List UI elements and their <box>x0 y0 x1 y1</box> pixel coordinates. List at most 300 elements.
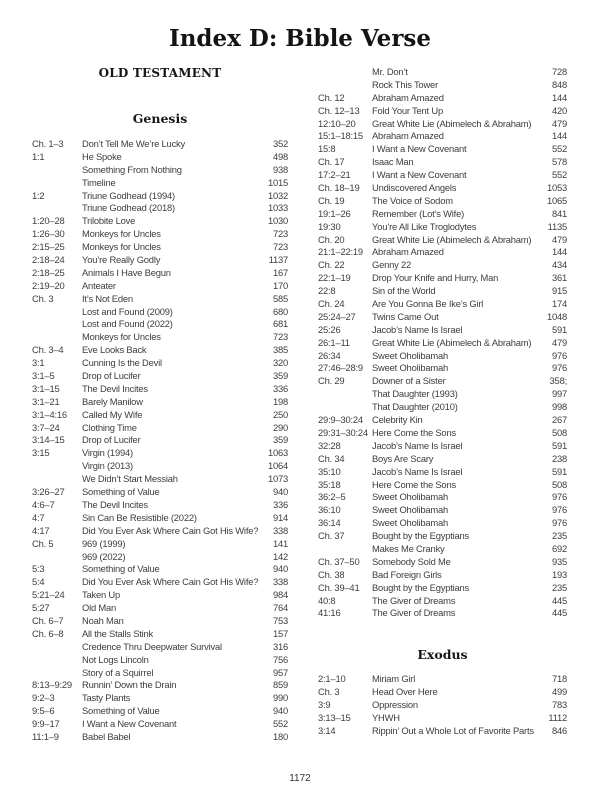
entry-song-title: Clothing Time <box>82 421 137 433</box>
entry-verse-ref: 1:2 <box>32 189 45 201</box>
entry-page-number: 984 <box>272 589 288 601</box>
entry-song-title: Rippin’ Out a Whole Lot of Favorite Parts <box>372 724 534 736</box>
entry-verse-ref: 4:17 <box>32 524 50 536</box>
entry-song-title: He Spoke <box>82 150 122 162</box>
entry-song-title: Bought by the Egyptians <box>372 581 470 593</box>
entry-verse-ref: 3:14 <box>318 724 336 736</box>
entry-page-number: 1048 <box>546 310 567 322</box>
entry-page-number: 144 <box>551 130 567 142</box>
entry-verse-ref: 2:1–10 <box>318 673 346 685</box>
entry-page-number: 338 <box>272 524 288 536</box>
entry-page-number: 1065 <box>546 194 567 206</box>
entry-page-number: 385 <box>272 344 288 356</box>
entry-song-title: I Want a New Covenant <box>372 169 467 181</box>
index-entry-row <box>32 525 288 538</box>
index-entry-row <box>32 615 288 628</box>
entry-verse-ref: 9:5–6 <box>32 705 55 717</box>
entry-verse-ref: 15:1–18:15 <box>318 130 363 142</box>
entry-song-title: Abraham Amazed <box>372 246 444 258</box>
entry-verse-ref: 19:30 <box>318 220 341 232</box>
entry-song-title: 969 (1999) <box>82 537 126 549</box>
entry-verse-ref <box>32 164 82 177</box>
entry-page-number: 940 <box>272 705 288 717</box>
entry-song-title: Anteater <box>82 279 116 291</box>
entry-song-title: Twins Came Out <box>372 310 439 322</box>
entry-song-title: Taken Up <box>82 589 121 601</box>
entry-page-number: 1073 <box>267 473 288 485</box>
entry-song-title: I Want a New Covenant <box>372 143 467 155</box>
book-heading-exodus: Exodus <box>417 647 468 663</box>
index-entry-row <box>318 234 567 247</box>
index-entry-row <box>318 337 567 350</box>
entry-song-title: Great White Lie (Abimelech & Abraham) <box>372 117 532 129</box>
entry-verse-ref: 4:6–7 <box>32 498 55 510</box>
index-entry-row <box>318 208 567 221</box>
index-entry-row <box>318 504 567 517</box>
index-entry-row <box>32 177 288 190</box>
entry-song-title: Virgin (1994) <box>82 447 133 459</box>
index-entry-row <box>32 409 288 422</box>
entry-song-title: Something of Value <box>82 563 160 575</box>
entry-page-number: 359 <box>272 434 288 446</box>
entry-verse-ref: 3:1–21 <box>32 395 60 407</box>
entry-song-title: Great White Lie (Abimelech & Abraham) <box>372 336 532 348</box>
index-entry-row <box>318 92 567 105</box>
entry-verse-ref: 4:7 <box>32 511 45 523</box>
entry-song-title: Old Man <box>82 602 117 614</box>
index-entry-row <box>32 460 288 473</box>
index-entry-row <box>32 422 288 435</box>
entry-verse-ref: Ch. 22 <box>318 259 345 271</box>
entry-verse-ref: Ch. 5 <box>32 537 54 549</box>
index-entry-row <box>32 447 288 460</box>
index-entry-row <box>32 512 288 525</box>
entry-page-number: 756 <box>272 653 288 665</box>
entry-verse-ref <box>32 654 82 667</box>
index-entry-row <box>318 79 567 92</box>
entry-page-number: 552 <box>551 169 567 181</box>
entry-page-number: 316 <box>272 640 288 652</box>
entry-page-number: 914 <box>272 511 288 523</box>
index-entry-row <box>32 254 288 267</box>
entry-page-number: 174 <box>551 298 567 310</box>
entry-verse-ref: 3:7–24 <box>32 421 60 433</box>
entry-page-number: 499 <box>551 686 567 698</box>
entry-page-number: 718 <box>551 673 567 685</box>
index-entry-row <box>318 401 567 414</box>
entry-page-number: 1137 <box>268 254 288 266</box>
entry-song-title: Triune Godhead (2018) <box>82 202 175 214</box>
entry-verse-ref: 27:46–28:9 <box>318 362 363 374</box>
entry-page-number: 352 <box>272 138 288 149</box>
entry-page-number: 578 <box>551 156 567 168</box>
entry-verse-ref: 36:2–5 <box>318 491 346 503</box>
entry-song-title: Triune Godhead (1994) <box>82 189 175 201</box>
entry-verse-ref: Ch. 3–4 <box>32 344 64 356</box>
entry-page-number: 976 <box>551 504 567 516</box>
entry-song-title: Did You Ever Ask Where Cain Got His Wife? <box>82 576 259 588</box>
entry-page-number: 957 <box>272 666 288 678</box>
entry-verse-ref <box>32 318 82 331</box>
entry-song-title: Sweet Oholibamah <box>372 349 449 361</box>
entry-page-number: 144 <box>551 91 567 103</box>
entry-verse-ref: 2:19–20 <box>32 279 65 291</box>
index-entry-row <box>318 375 567 388</box>
index-entry-row <box>32 228 288 241</box>
index-entry-row <box>318 427 567 440</box>
entry-song-title: Monkeys for Uncles <box>82 241 161 253</box>
index-entry-row <box>32 280 288 293</box>
genesis-entries-right <box>318 66 567 620</box>
index-entry-row <box>318 556 567 569</box>
entry-song-title: The Giver of Dreams <box>372 607 456 619</box>
entry-verse-ref: Ch. 37 <box>318 530 345 542</box>
entry-page-number: 336 <box>272 498 288 510</box>
entry-song-title: Sin Can Be Resistible (2022) <box>82 511 197 523</box>
entry-page-number: 361 <box>551 272 567 284</box>
entry-page-number: 250 <box>272 408 288 420</box>
entry-song-title: Jacob’s Name Is Israel <box>372 323 463 335</box>
entry-song-title: Downer of a Sister <box>372 375 446 387</box>
entry-verse-ref <box>32 667 82 680</box>
entry-page-number: 591 <box>551 465 567 477</box>
entry-song-title: Credence Thru Deepwater Survival <box>82 640 222 652</box>
entry-song-title: Bad Foreign Girls <box>372 568 442 580</box>
exodus-entries <box>318 673 567 737</box>
entry-song-title: Undiscovered Angels <box>372 182 457 194</box>
index-entry-row <box>32 641 288 654</box>
entry-song-title: Remember (Lot’s Wife) <box>372 207 465 219</box>
index-entry-row <box>32 473 288 486</box>
entry-song-title: Eve Looks Back <box>82 344 147 356</box>
entry-verse-ref <box>318 79 372 92</box>
entry-verse-ref: 36:14 <box>318 517 341 529</box>
index-entry-row <box>32 241 288 254</box>
index-entry-row <box>32 344 288 357</box>
entry-verse-ref: Ch. 12 <box>318 91 345 103</box>
entry-song-title: You’re Really Godly <box>82 254 161 266</box>
index-entry-row <box>32 731 288 744</box>
entry-song-title: We Didn’t Start Messiah <box>82 473 178 485</box>
entry-verse-ref <box>32 460 82 473</box>
entry-verse-ref: Ch. 6–8 <box>32 627 64 639</box>
entry-verse-ref: 5:21–24 <box>32 589 65 601</box>
entry-page-number: 434 <box>551 259 567 271</box>
entry-verse-ref: 1:20–28 <box>32 215 65 227</box>
entry-page-number: 692 <box>551 542 567 554</box>
entry-song-title: Virgin (2013) <box>82 460 133 472</box>
entry-verse-ref <box>32 331 82 344</box>
entry-page-number: 445 <box>551 594 567 606</box>
index-entry-row <box>318 491 567 504</box>
entry-song-title: All the Stalls Stink <box>82 627 154 639</box>
index-entry-row <box>318 673 567 686</box>
index-entry-row <box>318 414 567 427</box>
index-entry-row <box>318 388 567 401</box>
entry-page-number: 783 <box>551 699 567 711</box>
index-entry-row <box>32 718 288 731</box>
index-entry-row <box>32 190 288 203</box>
entry-page-number: 235 <box>551 581 567 593</box>
entry-song-title: Timeline <box>82 176 116 188</box>
index-entry-row <box>32 602 288 615</box>
entry-page-number: 320 <box>272 357 288 369</box>
entry-song-title: Cunning Is the Devil <box>82 357 162 369</box>
entry-song-title: Drop of Lucifer <box>82 370 141 382</box>
section-heading-old-testament: OLD TESTAMENT <box>98 66 222 80</box>
index-entry-row <box>32 318 288 331</box>
index-entry-row <box>318 221 567 234</box>
entry-verse-ref: 19:1–26 <box>318 207 351 219</box>
index-entry-row <box>318 143 567 156</box>
entry-verse-ref <box>318 66 372 79</box>
entry-song-title: Celebrity Kin <box>372 414 423 426</box>
entry-verse-ref: Ch. 24 <box>318 298 345 310</box>
index-entry-row <box>32 164 288 177</box>
entry-verse-ref: 3:9 <box>318 699 331 711</box>
index-entry-row <box>318 311 567 324</box>
entry-verse-ref: 26:1–11 <box>318 336 350 348</box>
entry-verse-ref: Ch. 18–19 <box>318 182 360 194</box>
entry-song-title: Barely Manilow <box>82 395 143 407</box>
index-entry-row <box>32 202 288 215</box>
entry-verse-ref: 3:15 <box>32 447 50 459</box>
entry-song-title: Monkeys for Uncles <box>82 331 161 343</box>
index-entry-row <box>318 298 567 311</box>
entry-page-number: 552 <box>272 718 288 730</box>
entry-page-number: 1063 <box>267 447 288 459</box>
entry-song-title: Head Over Here <box>372 686 438 698</box>
entry-verse-ref: 8:13–9:29 <box>32 679 72 691</box>
entry-verse-ref: 3:1–4:16 <box>32 408 67 420</box>
index-entry-row <box>318 324 567 337</box>
entry-page-number: 1030 <box>267 215 288 227</box>
index-entry-row <box>32 563 288 576</box>
entry-page-number: 940 <box>272 486 288 498</box>
index-entry-row <box>318 699 567 712</box>
index-entry-row <box>318 440 567 453</box>
entry-verse-ref: 17:2–21 <box>318 169 351 181</box>
entry-verse-ref: Ch. 29 <box>318 375 345 387</box>
entry-song-title: Isaac Man <box>372 156 414 168</box>
index-entry-row <box>318 118 567 131</box>
entry-song-title: Lost and Found (2022) <box>82 318 173 330</box>
entry-verse-ref: 11:1–9 <box>32 730 59 742</box>
index-entry-row <box>318 569 567 582</box>
entry-page-number: 591 <box>551 439 567 451</box>
index-entry-row <box>318 530 567 543</box>
page-title: Index D: Bible Verse <box>168 25 432 52</box>
entry-page-number: 935 <box>551 555 567 567</box>
entry-song-title: The Voice of Sodom <box>372 194 453 206</box>
entry-song-title: Sweet Oholibamah <box>372 362 449 374</box>
entry-song-title: Tasty Plants <box>82 692 131 704</box>
entry-page-number: 938 <box>272 163 288 175</box>
entry-page-number: 681 <box>272 318 288 330</box>
entry-page-number: 1032 <box>267 189 288 201</box>
entry-page-number: 508 <box>551 478 567 490</box>
entry-verse-ref: 22:8 <box>318 285 336 297</box>
entry-song-title: Boys Are Scary <box>372 452 434 464</box>
index-entry-row <box>32 357 288 370</box>
entry-song-title: Bought by the Egyptians <box>372 530 470 542</box>
entry-verse-ref <box>32 306 82 319</box>
index-entry-row <box>32 705 288 718</box>
entry-song-title: Something of Value <box>82 705 160 717</box>
index-entry-row <box>318 466 567 479</box>
index-entry-row <box>32 692 288 705</box>
entry-song-title: Did You Ever Ask Where Cain Got His Wife? <box>82 524 259 536</box>
entry-page-number: 198 <box>272 395 288 407</box>
index-entry-row <box>318 182 567 195</box>
entry-verse-ref: 25:24–27 <box>318 310 356 322</box>
entry-verse-ref: Ch. 1–3 <box>32 138 64 149</box>
entry-page-number: 976 <box>551 491 567 503</box>
entry-page-number: 848 <box>551 78 567 90</box>
entry-page-number: 157 <box>272 627 288 639</box>
entry-verse-ref: 2:18–25 <box>32 266 65 278</box>
entry-song-title: YHWH <box>372 711 400 723</box>
entry-song-title: Something of Value <box>82 486 160 498</box>
index-entry-row <box>32 576 288 589</box>
entry-verse-ref: 41:16 <box>318 607 341 619</box>
entry-verse-ref <box>32 641 82 654</box>
index-entry-row <box>32 151 288 164</box>
entry-verse-ref: 21:1–22:19 <box>318 246 363 258</box>
entry-song-title: Are You Gonna Be Ike’s Girl <box>372 298 484 310</box>
entry-page-number: 990 <box>272 692 288 704</box>
entry-song-title: The Devil Incites <box>82 382 148 394</box>
entry-verse-ref: 1:26–30 <box>32 228 65 240</box>
entry-song-title: It’s Not Eden <box>82 292 133 304</box>
entry-verse-ref <box>318 401 372 414</box>
entry-song-title: Oppression <box>372 699 418 711</box>
index-entry-row <box>318 543 567 556</box>
entry-verse-ref: 35:18 <box>318 478 341 490</box>
entry-verse-ref: Ch. 17 <box>318 156 345 168</box>
page-folio-number: 1172 <box>289 773 311 784</box>
entry-verse-ref: 26:34 <box>318 349 341 361</box>
entry-page-number: 235 <box>551 530 567 542</box>
index-entry-row <box>318 66 567 79</box>
entry-page-number: 144 <box>551 246 567 258</box>
left-column <box>32 66 288 744</box>
entry-page-number: 1135 <box>547 220 567 232</box>
entry-song-title: Don’t Tell Me We’re Lucky <box>82 138 186 149</box>
entry-verse-ref <box>32 202 82 215</box>
entry-page-number: 1015 <box>267 176 288 188</box>
entry-song-title: Sweet Oholibamah <box>372 504 449 516</box>
entry-verse-ref: 3:1–5 <box>32 370 55 382</box>
index-entry-row <box>32 589 288 602</box>
entry-verse-ref: Ch. 6–7 <box>32 614 64 626</box>
entry-verse-ref: 32:28 <box>318 439 341 451</box>
entry-verse-ref: 3:26–27 <box>32 486 65 498</box>
index-entry-row <box>32 306 288 319</box>
index-entry-row <box>318 595 567 608</box>
entry-song-title: I Want a New Covenant <box>82 718 177 730</box>
entry-verse-ref: 2:15–25 <box>32 241 65 253</box>
entry-page-number: 723 <box>272 241 288 253</box>
entry-page-number: 940 <box>272 563 288 575</box>
index-entry-row <box>318 285 567 298</box>
index-entry-row <box>32 383 288 396</box>
entry-verse-ref: 2:18–24 <box>32 254 65 266</box>
entry-verse-ref: Ch. 38 <box>318 568 345 580</box>
entry-page-number: 420 <box>551 104 567 116</box>
entry-song-title: Fold Your Tent Up <box>372 104 443 116</box>
entry-page-number: 167 <box>272 266 288 278</box>
index-entry-row <box>318 130 567 143</box>
entry-song-title: Great White Lie (Abimelech & Abraham) <box>372 233 532 245</box>
book-heading-genesis: Genesis <box>132 111 188 126</box>
entry-song-title: Sin of the World <box>372 285 436 297</box>
entry-song-title: Jacob’s Name Is Israel <box>372 465 463 477</box>
entry-page-number: 142 <box>272 550 288 562</box>
genesis-entries-left <box>32 138 288 744</box>
entry-verse-ref: 3:13–15 <box>318 711 351 723</box>
entry-song-title: Sweet Oholibamah <box>372 491 449 503</box>
entry-page-number: 180 <box>272 730 288 742</box>
entry-verse-ref: 3:1–15 <box>32 382 60 394</box>
entry-verse-ref <box>32 551 82 564</box>
entry-song-title: Animals I Have Begun <box>82 266 171 278</box>
entry-verse-ref: 3:1 <box>32 357 45 369</box>
index-entry-row <box>318 169 567 182</box>
index-entry-row <box>318 725 567 738</box>
entry-verse-ref: Ch. 19 <box>318 194 345 206</box>
index-entry-row <box>318 350 567 363</box>
index-entry-row <box>32 434 288 447</box>
index-entry-row <box>318 105 567 118</box>
index-entry-row <box>318 246 567 259</box>
entry-verse-ref: 5:4 <box>32 576 45 588</box>
entry-page-number: 170 <box>272 279 288 291</box>
index-entry-row <box>32 138 288 151</box>
entry-song-title: Rock This Tower <box>372 78 438 90</box>
entry-verse-ref: Ch. 39–41 <box>318 581 360 593</box>
entry-song-title: The Devil Incites <box>82 498 148 510</box>
index-entry-row <box>32 654 288 667</box>
entry-page-number: 498 <box>272 150 288 162</box>
entry-page-number: 1033 <box>267 202 288 214</box>
entry-page-number: 358; <box>549 375 567 387</box>
index-entry-row <box>32 499 288 512</box>
entry-verse-ref: 1:1 <box>32 150 45 162</box>
entry-verse-ref: 25:26 <box>318 323 341 335</box>
entry-song-title: That Daughter (1993) <box>372 388 458 400</box>
index-entry-row <box>318 686 567 699</box>
entry-page-number: 997 <box>551 388 567 400</box>
entry-verse-ref: Ch. 12–13 <box>318 104 360 116</box>
index-entry-row <box>32 215 288 228</box>
entry-page-number: 508 <box>551 426 567 438</box>
entry-verse-ref: 15:8 <box>318 143 336 155</box>
entry-page-number: 998 <box>551 401 567 413</box>
entry-page-number: 723 <box>272 331 288 343</box>
index-entry-row <box>32 267 288 280</box>
entry-song-title: Noah Man <box>82 614 124 626</box>
entry-song-title: Sweet Oholibamah <box>372 517 449 529</box>
entry-page-number: 1053 <box>546 182 567 194</box>
entry-song-title: Babel Babel <box>82 730 131 742</box>
entry-song-title: Runnin’ Down the Drain <box>82 679 177 691</box>
entry-verse-ref: Ch. 3 <box>318 686 340 698</box>
entry-page-number: 976 <box>551 349 567 361</box>
entry-song-title: The Giver of Dreams <box>372 594 456 606</box>
entry-verse-ref <box>318 543 372 556</box>
entry-verse-ref: 36:10 <box>318 504 341 516</box>
